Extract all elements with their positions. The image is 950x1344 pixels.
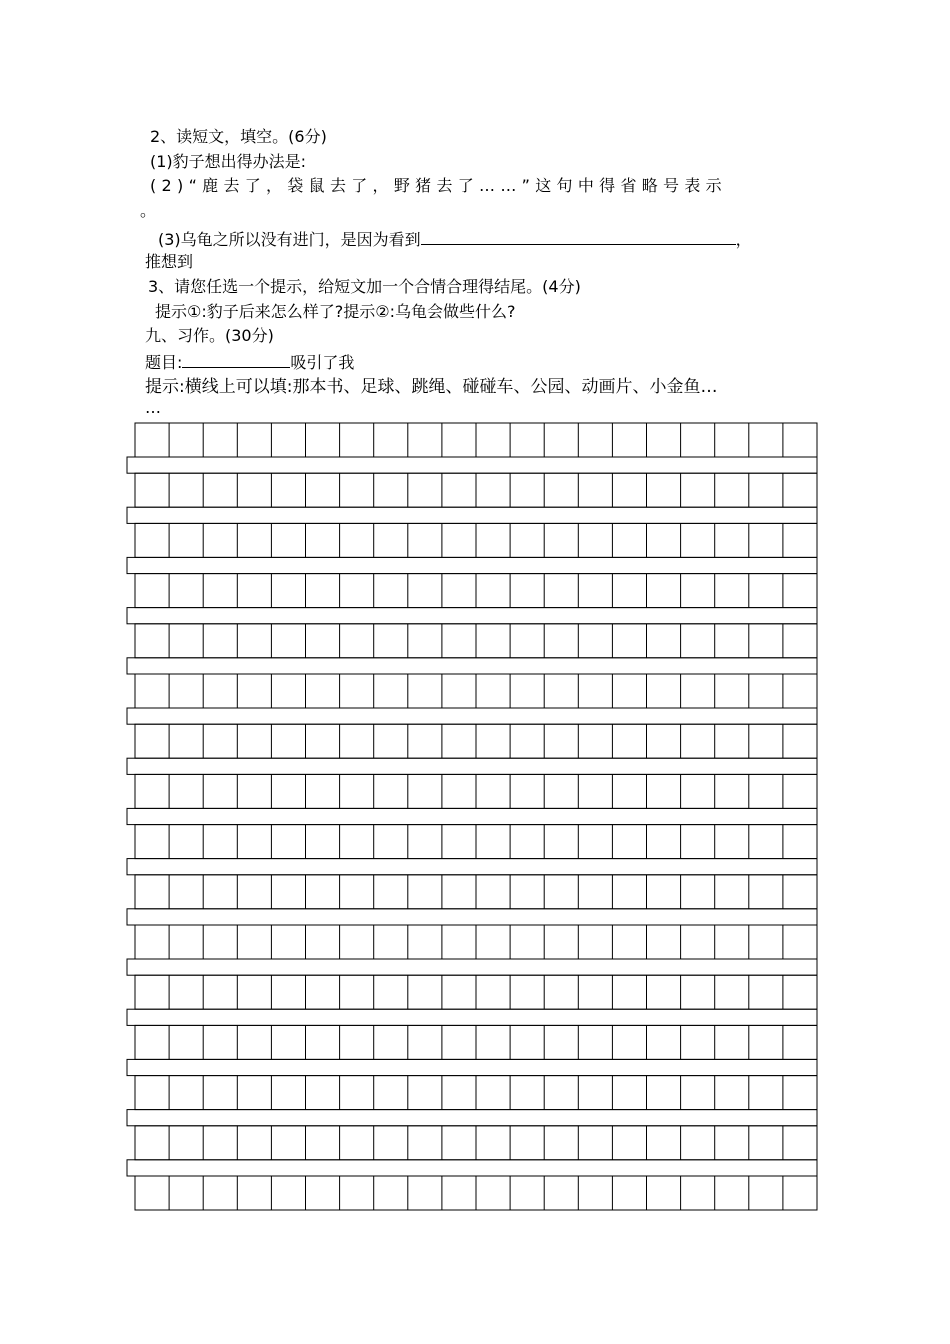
question-2-item-3-line-2: 推想到	[145, 252, 194, 271]
question-2-item-2-end: 。	[140, 201, 157, 220]
grid-row-separator	[127, 959, 817, 975]
composition-title-label: 题目:	[145, 353, 183, 372]
question-2-item-1: (1)豹子想出得办法是:	[150, 152, 307, 171]
grid-row-separator	[127, 557, 817, 573]
grid-row-separator	[127, 1160, 817, 1176]
grid-row-separator	[127, 1009, 817, 1025]
grid-row-separator	[127, 708, 817, 724]
grid-row-separator	[127, 909, 817, 925]
grid-row-separator	[127, 1059, 817, 1075]
grid-row-separator	[127, 608, 817, 624]
grid-row-separator	[127, 1110, 817, 1126]
question-2-heading: 2、读短文，填空。(6分)	[150, 127, 327, 146]
question-3-hints: 提示①:豹子后来怎么样了?提示②:乌龟会做些什么?	[155, 302, 516, 321]
question-9-heading: 九、习作。(30分)	[145, 326, 274, 345]
composition-hint: 提示:横线上可以填:那本书、足球、跳绳、碰碰车、公园、动画片、小金鱼…	[145, 377, 718, 397]
question-2-item-3-text: (3)乌龟之所以没有进门，是因为看到	[158, 230, 421, 249]
question-2-item-2: (2)“鹿去了，袋鼠去了，野猪去了……”这句中得省略号表示	[150, 176, 727, 195]
grid-row-separator	[127, 507, 817, 523]
grid-row-separator	[127, 758, 817, 774]
grid-row-separator	[127, 859, 817, 875]
composition-title-suffix: 吸引了我	[290, 353, 355, 372]
grid-row-separator	[127, 808, 817, 824]
grid-row-separator	[127, 658, 817, 674]
question-3-heading: 3、请您任选一个提示，给短文加一个合情合理得结尾。(4分)	[148, 277, 581, 296]
question-2-item-3-comma: ，	[735, 230, 752, 249]
composition-hint-continuation: …	[145, 398, 161, 417]
grid-row-separator	[127, 457, 817, 473]
